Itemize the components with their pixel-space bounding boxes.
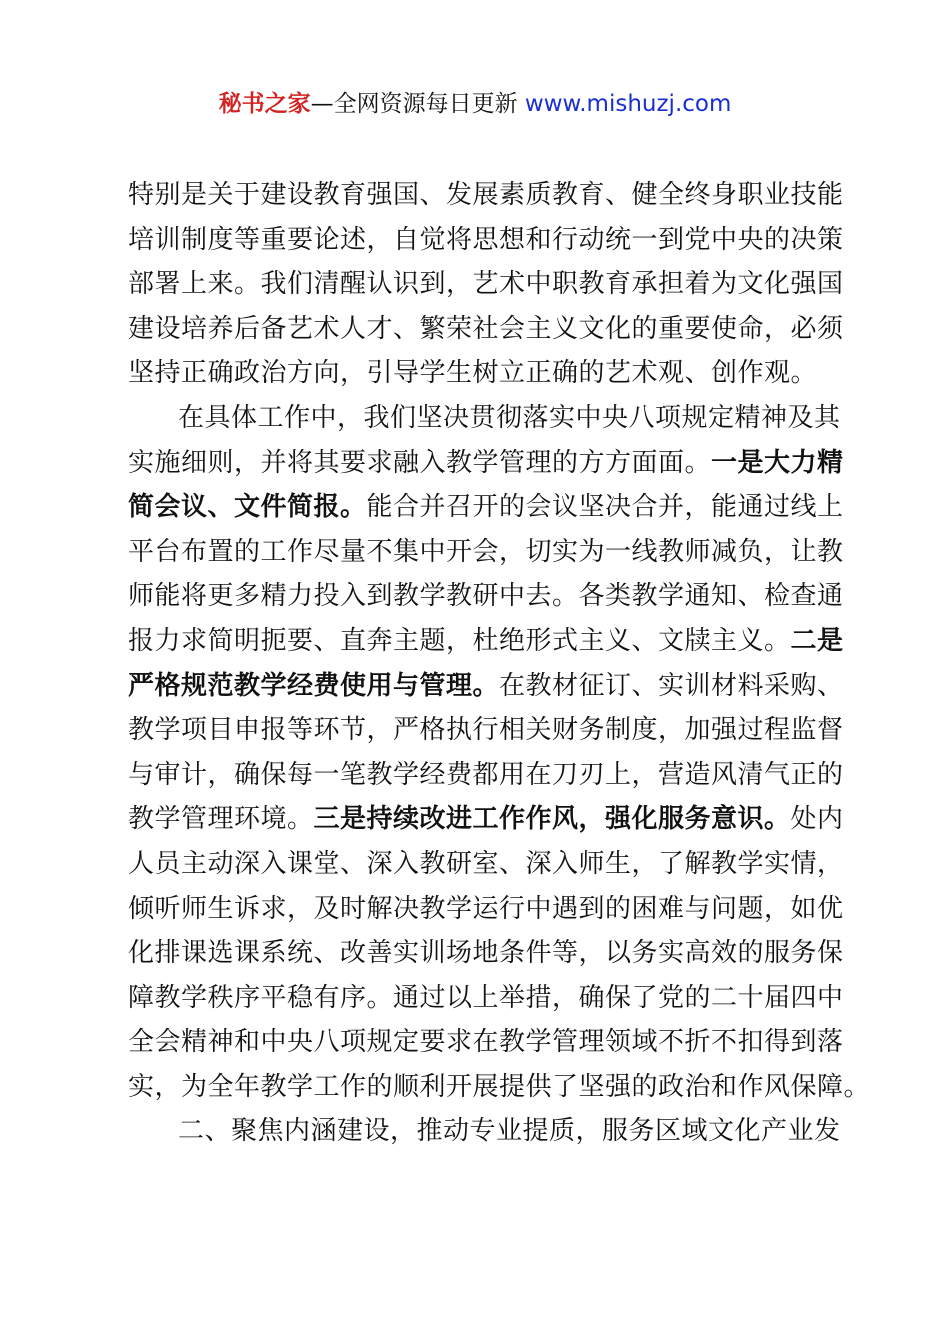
text-run: 能合并召开的会议坚决合并，能通过线上 (366, 492, 844, 523)
text-line (128, 797, 844, 842)
text-line: 建设培养后备艺术人才、繁荣社会主义文化的重要使命，必须 (128, 313, 844, 344)
text-line: 特别是关于建设教育强国、发展素质教育、健全终身职业技能 (128, 180, 844, 210)
text-line: 教学项目申报等环节，严格执行相关财务制度，加强过程监督 (128, 715, 844, 746)
text-line: 与审计，确保每一笔教学经费都用在刀刃上，营造风清气正的 (128, 759, 844, 790)
text-line: 实，为全年教学工作的顺利开展提供了坚强的政治和作风保障。 (128, 1071, 871, 1102)
text-line: 障教学秩序平稳有序。通过以上举措，确保了党的二十届四中 (128, 982, 844, 1013)
text-run: 处内 (790, 804, 844, 835)
text-line (128, 441, 844, 486)
site-header (0, 88, 950, 120)
text-line: 平台布置的工作尽量不集中开会，切实为一线教师减负，让教 (128, 536, 844, 567)
text-line: 培训制度等重要论述，自觉将思想和行动统一到党中央的决策 (128, 224, 844, 255)
bold-text-run: 一是大力精 (711, 447, 844, 478)
text-line: 坚持正确政治方向，引导学生树立正确的艺术观、创作观。 (128, 358, 818, 389)
document-body (128, 173, 871, 1154)
text-run: 教学管理环境。 (128, 804, 314, 835)
bold-text-run: 简会议、文件简报。 (128, 492, 367, 523)
text-run: 在教材征订、实训材料采购、 (499, 670, 844, 701)
text-line: 倾听师生诉求，及时解决教学运行中遇到的困难与问题，如优 (128, 893, 844, 924)
text-line: 师能将更多精力投入到教学教研中去。各类教学通知、检查通 (128, 581, 844, 612)
text-line: 部署上来。我们清醒认识到，艺术中职教育承担着为文化强国 (128, 269, 844, 300)
bold-text-run: 严格规范教学经费使用与管理。 (128, 670, 500, 701)
text-line (128, 619, 844, 664)
text-line (128, 485, 844, 530)
text-run: 实施细则，并将其要求融入教学管理的方方面面。 (128, 447, 712, 478)
brand-name: 秘书之家 (218, 91, 311, 117)
bold-text-run: 三是持续改进工作作风，强化服务意识。 (313, 804, 791, 835)
text-line: 全会精神和中央八项规定要求在教学管理领域不折不扣得到落 (128, 1027, 844, 1058)
text-line (128, 664, 844, 709)
text-line: 化排课选课系统、改善实训场地条件等，以务实高效的服务保 (128, 938, 844, 969)
paragraph-1 (128, 173, 844, 396)
bold-text-run: 二是 (790, 625, 844, 656)
section-heading-line: 二、聚焦内涵建设，推动专业提质，服务区域文化产业发 (178, 1116, 841, 1147)
text-line: 在具体工作中，我们坚决贯彻落实中央八项规定精神及其 (178, 402, 841, 433)
site-url[interactable]: www.mishuzj.com (524, 91, 732, 117)
text-line: 人员主动深入课堂、深入教研室、深入师生，了解教学实情， (128, 848, 844, 879)
paragraph-2 (128, 396, 871, 1110)
paragraph-3 (128, 1109, 841, 1154)
text-run: 报力求简明扼要、直奔主题，杜绝形式主义、文牍主义。 (128, 625, 791, 656)
slogan: —全网资源每日更新 (310, 91, 525, 117)
